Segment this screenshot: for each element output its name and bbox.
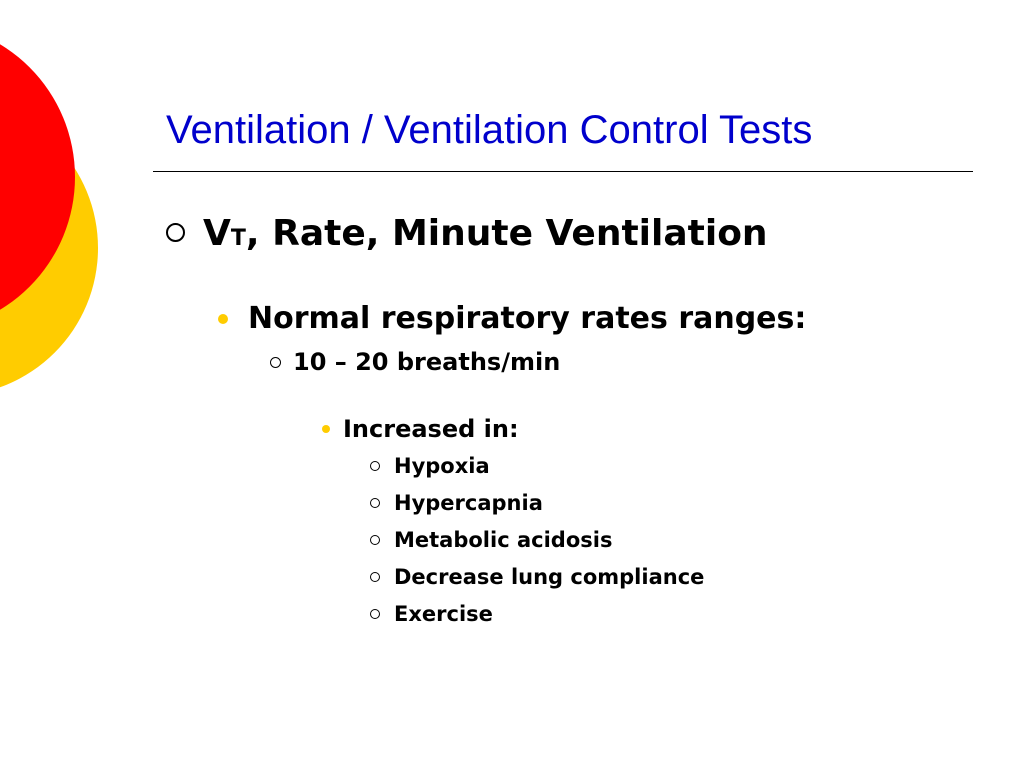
yellow-dot-bullet-icon [322, 425, 330, 433]
level2-text: Normal respiratory rates ranges: [248, 301, 807, 336]
hollow-circle-bullet-icon [270, 357, 281, 368]
bullet-level4 [322, 413, 519, 445]
hollow-circle-bullet-icon [370, 461, 380, 471]
list-item: Hypoxia [370, 451, 704, 488]
list-item: Decrease lung compliance [370, 562, 704, 599]
level4-text: Increased in: [343, 415, 519, 443]
increased-in-list [370, 451, 704, 636]
yellow-dot-bullet-icon [218, 314, 228, 324]
list-item: Exercise [370, 599, 704, 636]
slide-title: Ventilation / Ventilation Control Tests [166, 108, 813, 152]
list-item: Metabolic acidosis [370, 525, 704, 562]
title-divider [153, 171, 973, 172]
bullet-level2 [218, 300, 806, 338]
hollow-circle-bullet-icon [166, 223, 185, 242]
tidal-volume-symbol: VT [203, 213, 246, 254]
list-item: Hypercapnia [370, 488, 704, 525]
bullet-level3 [270, 346, 560, 378]
hollow-circle-bullet-icon [370, 572, 380, 582]
hollow-circle-bullet-icon [370, 498, 380, 508]
hollow-circle-bullet-icon [370, 609, 380, 619]
bullet-level1 [166, 212, 768, 261]
level1-text: , Rate, Minute Ventilation [245, 213, 768, 254]
hollow-circle-bullet-icon [370, 535, 380, 545]
level3-text: 10 – 20 breaths/min [293, 348, 561, 376]
